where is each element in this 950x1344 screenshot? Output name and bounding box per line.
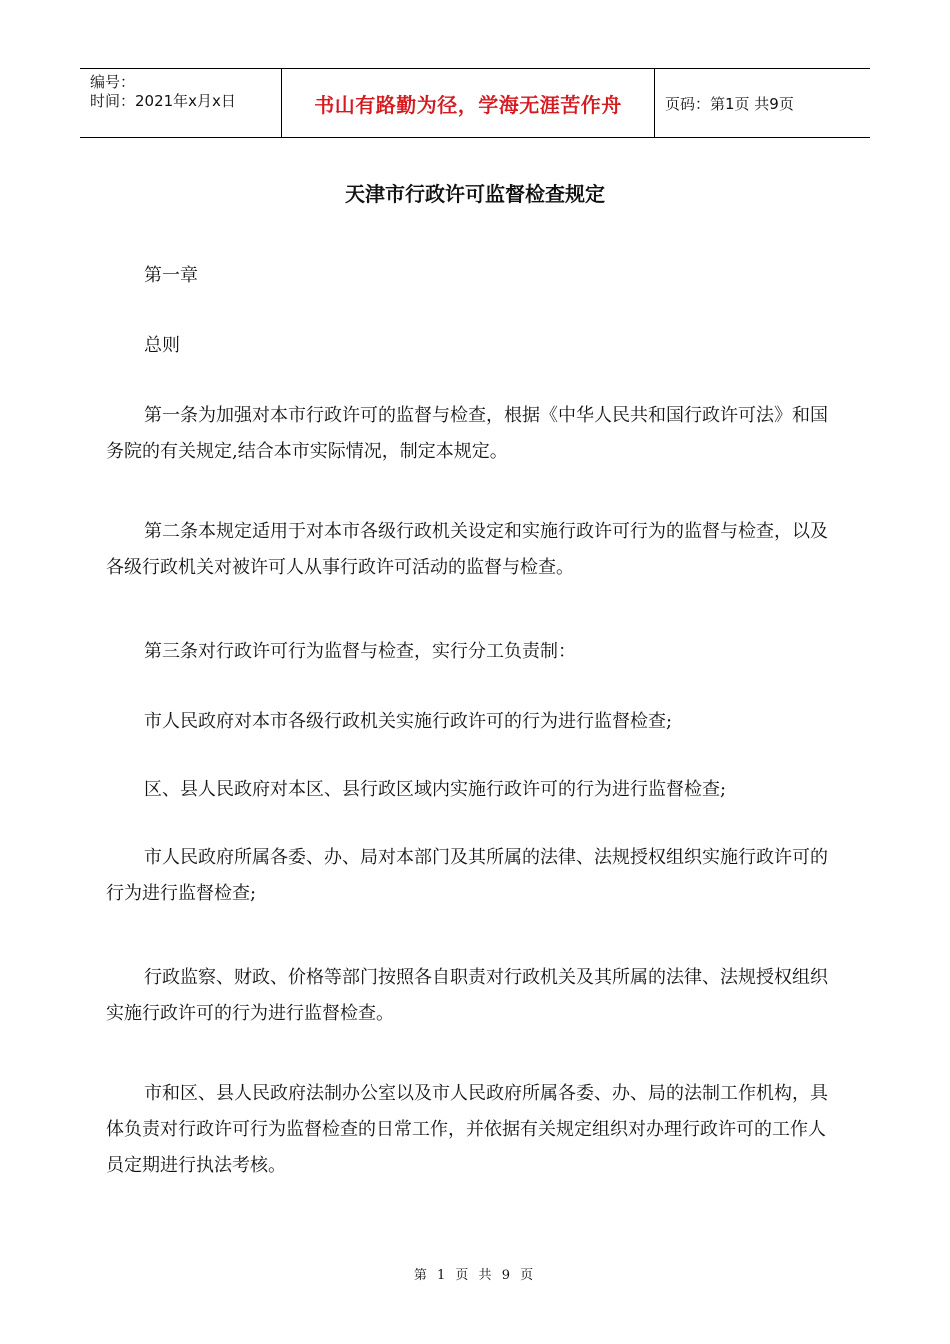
header-page-info: 页码：第1页 共9页 xyxy=(665,94,794,113)
header-left-cell xyxy=(80,69,282,137)
article-3: 第三条对行政许可行为监督与检查，实行分工负责制： xyxy=(144,641,576,662)
time-label: 时间：2021年x月x日 xyxy=(90,92,236,110)
chapter-heading: 第一章 xyxy=(144,265,198,286)
article-2: 第二条本规定适用于对本市各级行政机关设定和实施行政许可行为的监督与检查，以及各级行政机关对被许可人从事行政许可活动的监督与检查。 xyxy=(106,521,828,578)
header-motto: 书山有路勤为径，学海无涯苦作舟 xyxy=(282,69,655,137)
article-3-item-1: 市人民政府对本市各级行政机关实施行政许可的行为进行监督检查; xyxy=(144,711,673,732)
article-3-item-4: 行政监察、财政、价格等部门按照各自职责对行政机关及其所属的法律、法规授权组织实施行政许可的行为进行监督检查。 xyxy=(106,967,828,1024)
document-header xyxy=(80,68,870,138)
document-title: 天津市行政许可监督检查规定 xyxy=(345,182,605,206)
article-3-item-2: 区、县人民政府对本区、县行政区域内实施行政许可的行为进行监督检查; xyxy=(144,779,727,800)
page-footer: 第 1 页 共 9 页 xyxy=(413,1268,537,1283)
number-label: 编号： xyxy=(90,73,136,91)
article-1: 第一条为加强对本市行政许可的监督与检查，根据《中华人民共和国行政许可法》和国务院的有关规定,结合本市实际情况，制定本规定。 xyxy=(106,405,828,462)
article-3-item-3: 市人民政府所属各委、办、局对本部门及其所属的法律、法规授权组织实施行政许可的行为进行监督检查; xyxy=(106,847,828,904)
chapter-subtitle: 总则 xyxy=(144,335,180,356)
article-3-item-5: 市和区、县人民政府法制办公室以及市人民政府所属各委、办、局的法制工作机构，具体负责对行政许可行为监督检查的日常工作，并依据有关规定组织对办理行政许可的工作人员定期进行执法考核。 xyxy=(106,1083,828,1176)
